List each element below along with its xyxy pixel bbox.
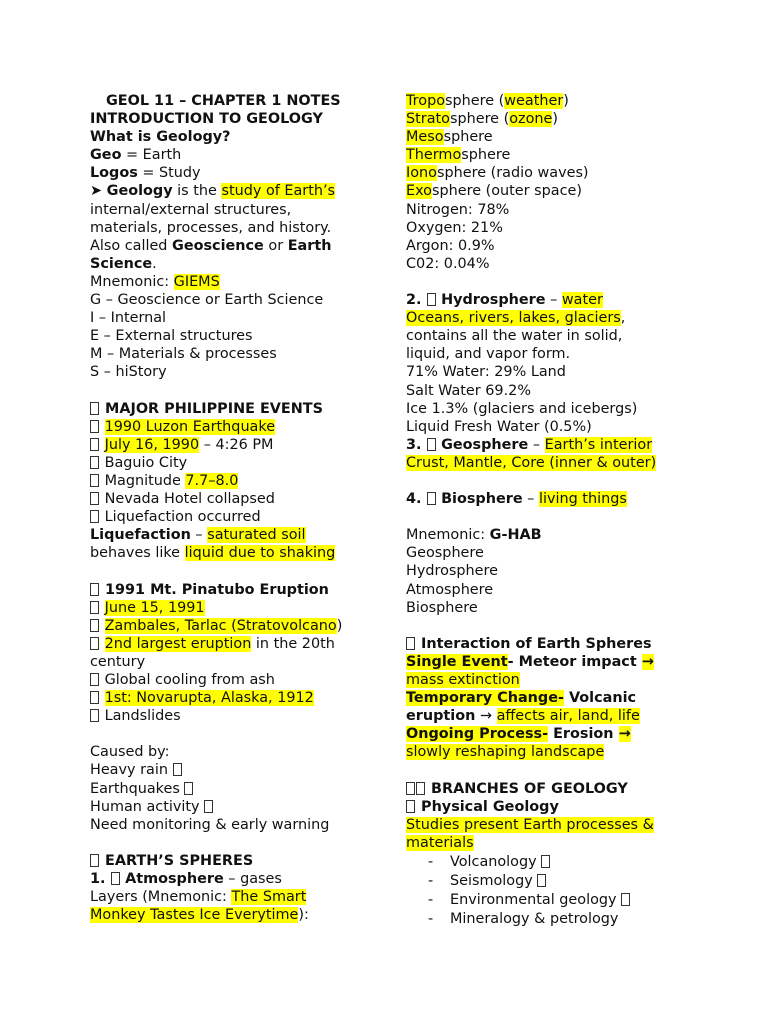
missing-glyph-icon bbox=[173, 763, 182, 776]
layer-item: Exosphere (outer space) bbox=[406, 183, 582, 200]
hydrosphere-line-8: Liquid Fresh Water (0.5%) bbox=[406, 418, 592, 435]
branch-item: - Seismology bbox=[406, 872, 746, 890]
also-called-line: Also called Geoscience or Earth bbox=[90, 237, 332, 254]
cause-item: Earthquakes bbox=[90, 780, 390, 798]
hydrosphere-line-6: Salt Water 69.2% bbox=[406, 382, 531, 399]
physical-geology-desc: Studies present Earth processes & bbox=[406, 816, 654, 833]
event-item: Baguio City bbox=[90, 454, 390, 472]
missing-glyph-icon bbox=[90, 601, 99, 614]
event-item: July 16, 1990 – 4:26 PM bbox=[90, 436, 390, 454]
caused-by-label: Caused by: bbox=[90, 744, 170, 761]
ghab-mnemonic-line: Mnemonic: G-HAB bbox=[406, 527, 542, 544]
liquefaction-line: Liquefaction – saturated soil bbox=[90, 527, 306, 544]
hydrosphere-line-7: Ice 1.3% (glaciers and icebergs) bbox=[406, 400, 638, 417]
branch-item: - Environmental geology bbox=[406, 891, 746, 909]
definition-line-2: internal/external structures, bbox=[90, 201, 292, 218]
ghab-item: Atmosphere bbox=[406, 581, 494, 598]
missing-glyph-icon bbox=[90, 402, 99, 415]
geo-line: Geo = Earth bbox=[90, 147, 182, 164]
single-event-line: Single Event- Meteor impact → bbox=[406, 653, 654, 670]
missing-glyph-icon bbox=[90, 709, 99, 722]
layers-line: Layers (Mnemonic: The Smart bbox=[90, 889, 307, 906]
ghab-item: Hydrosphere bbox=[406, 563, 498, 580]
gas-item: C02: 0.04% bbox=[406, 255, 490, 272]
missing-glyph-icon bbox=[90, 619, 99, 632]
doc-title: GEOL 11 – CHAPTER 1 NOTES bbox=[106, 93, 341, 109]
missing-glyph-icon bbox=[90, 637, 99, 650]
science-line: Science. bbox=[90, 255, 157, 272]
geosphere-line: 3. Geosphere – Earth’s interior bbox=[406, 436, 653, 453]
missing-glyph-icon bbox=[427, 293, 436, 306]
layers-line-2: Monkey Tastes Ice Everytime): bbox=[90, 907, 309, 924]
missing-glyph-icon bbox=[621, 893, 630, 906]
temporary-change-line-2: eruption → affects air, land, life bbox=[406, 708, 640, 725]
pinatubo-item: 1st: Novarupta, Alaska, 1912 bbox=[90, 689, 390, 707]
missing-glyph-icon bbox=[90, 492, 99, 505]
definition-line-3: materials, processes, and history. bbox=[90, 219, 332, 236]
gas-item: Argon: 0.9% bbox=[406, 237, 495, 254]
arrow-right-icon: → bbox=[618, 726, 631, 743]
gas-item: Nitrogen: 78% bbox=[406, 201, 510, 218]
event-item: 1990 Luzon Earthquake bbox=[90, 418, 390, 436]
cause-item: Need monitoring & early warning bbox=[90, 816, 330, 833]
giems-item: G – Geoscience or Earth Science bbox=[90, 292, 324, 309]
giems-item: I – Internal bbox=[90, 310, 167, 327]
missing-glyph-icon bbox=[406, 637, 415, 650]
missing-glyph-icon bbox=[90, 456, 99, 469]
missing-glyph-icon bbox=[111, 872, 120, 885]
cause-item: Heavy rain bbox=[90, 761, 390, 779]
ghab-item: Geosphere bbox=[406, 545, 484, 562]
layer-item: Ionosphere (radio waves) bbox=[406, 165, 589, 182]
doc-subtitle: INTRODUCTION TO GEOLOGY bbox=[90, 111, 323, 128]
definition-line: ➤ Geology is the study of Earth’s bbox=[90, 183, 336, 200]
missing-glyph-icon bbox=[184, 782, 193, 795]
pinatubo-item: 2nd largest eruption in the 20th bbox=[90, 635, 390, 653]
geosphere-line-2: Crust, Mantle, Core (inner & outer) bbox=[406, 454, 657, 471]
missing-glyph-icon bbox=[427, 492, 436, 505]
physical-geology-desc-2: materials bbox=[406, 834, 474, 851]
branches-heading: BRANCHES OF GEOLOGY bbox=[406, 780, 746, 798]
missing-glyph-icon bbox=[541, 855, 550, 868]
mnemonic-line: Mnemonic: GIEMS bbox=[90, 273, 220, 290]
event-item: Nevada Hotel collapsed bbox=[90, 490, 390, 508]
left-column bbox=[90, 92, 390, 924]
missing-glyph-icon bbox=[427, 438, 436, 451]
hydrosphere-line-5: 71% Water: 29% Land bbox=[406, 364, 566, 381]
single-event-line-2: mass extinction bbox=[406, 672, 520, 688]
layer-item: Troposphere (weather) bbox=[406, 93, 569, 109]
missing-glyph-icon bbox=[90, 583, 99, 596]
missing-glyph-icon bbox=[90, 673, 99, 686]
pinatubo-item-cont: century bbox=[90, 653, 146, 670]
temporary-change-line: Temporary Change- Volcanic bbox=[406, 690, 637, 707]
pinatubo-item: Landslides bbox=[90, 707, 390, 725]
event-item: Liquefaction occurred bbox=[90, 508, 390, 526]
layer-item: Thermosphere bbox=[406, 147, 511, 164]
events-heading: MAJOR PHILIPPINE EVENTS bbox=[90, 400, 390, 418]
pinatubo-item: Zambales, Tarlac (Stratovolcano) bbox=[90, 617, 390, 635]
missing-glyph-icon bbox=[90, 854, 99, 867]
liquefaction-line-2: behaves like liquid due to shaking bbox=[90, 545, 336, 562]
hydrosphere-line: 2. Hydrosphere – water bbox=[406, 292, 603, 309]
branch-item: - Volcanology bbox=[406, 853, 746, 871]
layer-item: Mesosphere bbox=[406, 129, 493, 146]
missing-glyph-icon bbox=[90, 474, 99, 487]
arrow-right-icon: → bbox=[641, 653, 654, 670]
missing-glyph-icon bbox=[406, 782, 415, 795]
layer-item: Stratosphere (ozone) bbox=[406, 111, 558, 128]
pinatubo-item: June 15, 1991 bbox=[90, 599, 390, 617]
hydrosphere-line-3: contains all the water in solid, bbox=[406, 328, 623, 345]
right-column bbox=[406, 92, 746, 928]
ghab-item: Biosphere bbox=[406, 599, 478, 616]
giems-item: M – Materials & processes bbox=[90, 346, 277, 363]
ongoing-process-line-2: slowly reshaping landscape bbox=[406, 744, 605, 761]
arrow-right-icon: → bbox=[475, 708, 497, 725]
biosphere-line: 4. Biosphere – living things bbox=[406, 491, 627, 508]
ongoing-process-line: Ongoing Process- Erosion → bbox=[406, 726, 631, 743]
giems-item: S – hiStory bbox=[90, 364, 167, 381]
missing-glyph-icon bbox=[537, 874, 546, 887]
event-item: Magnitude 7.7–8.0 bbox=[90, 472, 390, 490]
hydrosphere-line-4: liquid, and vapor form. bbox=[406, 346, 571, 363]
missing-glyph-icon bbox=[90, 420, 99, 433]
arrow-bullet-icon: ➤ bbox=[90, 183, 107, 200]
missing-glyph-icon bbox=[90, 438, 99, 451]
pinatubo-heading: 1991 Mt. Pinatubo Eruption bbox=[90, 581, 390, 599]
question-heading: What is Geology? bbox=[90, 129, 231, 146]
gas-item: Oxygen: 21% bbox=[406, 219, 503, 236]
atmosphere-line: 1. Atmosphere – gases bbox=[90, 871, 282, 888]
cause-item: Human activity bbox=[90, 798, 390, 816]
branch-item: - Mineralogy & petrology bbox=[428, 911, 619, 928]
pinatubo-item: Global cooling from ash bbox=[90, 671, 390, 689]
missing-glyph-icon bbox=[204, 800, 213, 813]
logos-line: Logos = Study bbox=[90, 165, 201, 182]
missing-glyph-icon bbox=[416, 782, 425, 795]
missing-glyph-icon bbox=[406, 800, 415, 813]
hydrosphere-line-2: Oceans, rivers, lakes, glaciers, bbox=[406, 310, 626, 327]
spheres-heading: EARTH’S SPHERES bbox=[90, 852, 390, 870]
giems-item: E – External structures bbox=[90, 328, 253, 345]
physical-geology-heading: Physical Geology bbox=[406, 798, 746, 816]
missing-glyph-icon bbox=[90, 691, 99, 704]
missing-glyph-icon bbox=[90, 510, 99, 523]
interaction-heading: Interaction of Earth Spheres bbox=[406, 635, 746, 653]
